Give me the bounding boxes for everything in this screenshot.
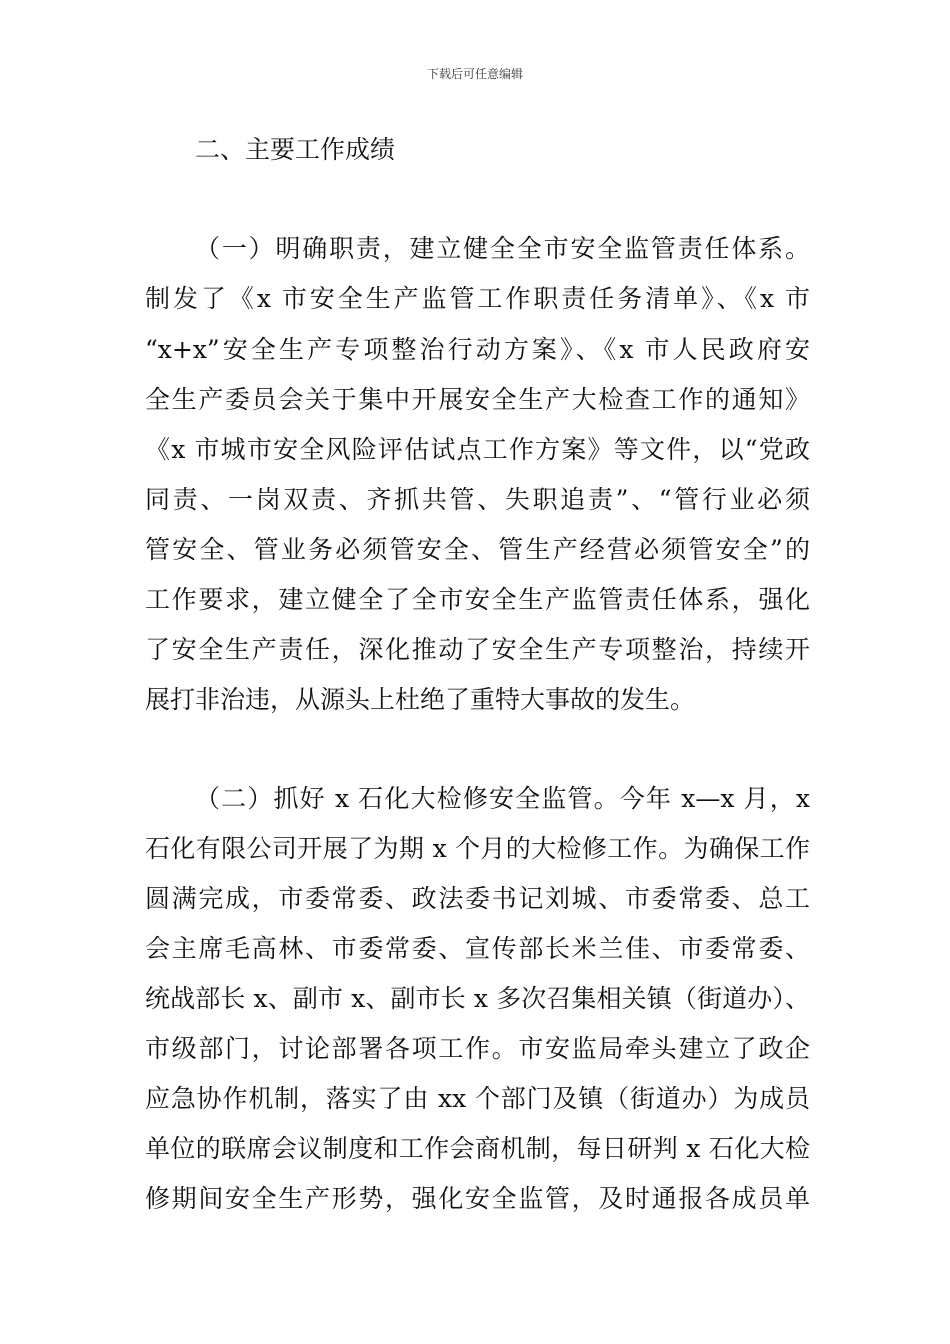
paragraph-line: 了安全生产责任，深化推动了安全生产专项整治，持续开 — [145, 635, 810, 664]
paragraph-line: （一）明确职责，建立健全全市安全监管责任体系。 — [195, 234, 810, 263]
paragraph-line: 市级部门，讨论部署各项工作。市安监局牵头建立了政企 — [145, 1034, 810, 1063]
paragraph-line: 圆满完成，市委常委、政法委书记刘城、市委常委、总工 — [145, 884, 810, 913]
paragraph-line: （二）抓好 x 石化大检修安全监管。今年 x—x 月，x — [195, 784, 810, 813]
paragraph-line: 工作要求，建立健全了全市安全生产监管责任体系，强化 — [145, 585, 810, 614]
paragraph-line: 同责、一岗双责、齐抓共管、失职追责”、“管行业必须 — [145, 485, 810, 514]
paragraph-line: 会主席毛高林、市委常委、宣传部长米兰佳、市委常委、 — [145, 934, 810, 963]
paragraph-line: 展打非治违，从源头上杜绝了重特大事故的发生。 — [145, 685, 696, 714]
paragraph-line: 修期间安全生产形势，强化安全监管，及时通报各成员单 — [145, 1184, 810, 1213]
paragraph-line: 石化有限公司开展了为期 x 个月的大检修工作。为确保工作 — [145, 834, 810, 863]
paragraph-line: 《x 市城市安全风险评估试点工作方案》等文件，以“党政 — [145, 435, 810, 464]
section-heading: 二、主要工作成绩 — [195, 135, 396, 164]
paragraph-line: 全生产委员会关于集中开展安全生产大检查工作的通知》 — [145, 385, 810, 414]
header-note: 下载后可任意编辑 — [426, 67, 523, 81]
paragraph-line: “x+x”安全生产专项整治行动方案》、《x 市人民政府安 — [145, 335, 810, 364]
paragraph-line: 制发了《x 市安全生产监管工作职责任务清单》、《x 市 — [145, 284, 810, 313]
paragraph-line: 应急协作机制，落实了由 xx 个部门及镇（街道办）为成员 — [145, 1084, 810, 1113]
paragraph-line: 管安全、管业务必须管安全、管生产经营必须管安全”的 — [145, 535, 810, 564]
paragraph-line: 统战部长 x、副市 x、副市长 x 多次召集相关镇（街道办）、 — [145, 984, 810, 1013]
paragraph-line: 单位的联席会议制度和工作会商机制，每日研判 x 石化大检 — [145, 1134, 810, 1163]
